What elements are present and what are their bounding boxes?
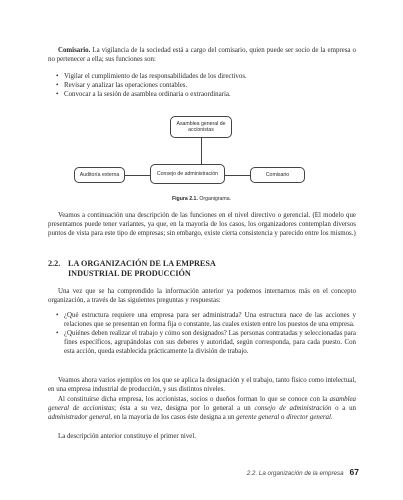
page-footer: [247, 467, 359, 477]
connector-right: [225, 175, 250, 176]
term-administrador: administrador general: [48, 414, 111, 422]
section-heading: [48, 259, 358, 278]
list-item: • Vigilar el cumplimiento de las responsabilidades de los directivos.: [56, 72, 356, 81]
term-asamblea: asamblea general de accionistas: [48, 396, 356, 413]
box-consejo: Consejo de administración: [150, 164, 225, 184]
text-run: o a un: [331, 405, 356, 413]
section-title-line2: INDUSTRIAL DE PRODUCCIÓN: [68, 268, 191, 278]
comisario-paragraph: [48, 46, 356, 64]
box-asamblea: Asamblea general de accionistas: [170, 116, 232, 138]
functions-list: [56, 72, 356, 99]
figure-caption-text: Organigrama.: [197, 196, 232, 202]
list-item: • Revisar y analizar las operaciones contables.: [56, 81, 356, 90]
paragraph-constituirse: [48, 395, 356, 422]
figure-caption: [0, 196, 403, 202]
list-item: • Convocar a la sesión de asamblea ordinaria o extraordinaria.: [56, 90, 356, 99]
list-item: • ¿Quiénes deben realizar el trabajo y cómo son designados? Las personas contratadas y seleccionadas para fines específicos, agrupándolas con sus deberes y autoridad, según corresponda, para cada puesto. Con esta acción, queda establecida prácticamente la división de trabajo.: [56, 329, 356, 356]
paragraph-primer-nivel: La descripción anterior constituye el primer nivel.: [58, 433, 196, 440]
paragraph-intro-questions: Una vez que se ha comprendido la información anterior ya podemos internarnos más en el concepto organización, a través de las siguientes preguntas y respuestas:: [48, 288, 356, 305]
term-consejo: consejo de administración: [254, 405, 332, 413]
comisario-text: La vigilancia de la sociedad está a cargo del comisario, quien puede ser socio de la empresa o no pertenecer a ella; sus funciones son:: [48, 47, 356, 64]
page-number: 67: [349, 467, 359, 477]
box-comisario: Comisario: [250, 167, 305, 183]
box-auditoria: Auditoría externa: [74, 167, 125, 183]
paragraph-veamos: Veamos a continuación una descripción de las funciones en el nivel directivo o gerencial. (El modelo que presentamos puede tener variantes, ya que, en la mayoría de los casos, los organizadores contemplan diversos puntos de vista para este tipo de empresas; sin embargo, existe cierta consistencia y parecido entre los mismos.): [48, 212, 356, 238]
section-number: 2.2.: [48, 259, 61, 268]
comisario-term: Comisario.: [58, 47, 91, 54]
term-director: director general: [286, 414, 331, 422]
connector-left: [125, 175, 150, 176]
figure-number: Figura 2.1.: [171, 196, 198, 202]
text-run: ; ésta a su vez, designa por lo general a un: [114, 405, 255, 413]
section-title-line1: LA ORGANIZACIÓN DE LA EMPRESA: [68, 259, 216, 268]
qa-list: [56, 311, 356, 356]
text-run: .: [330, 414, 333, 422]
text-run: , en la mayoría de los casos éste designa a un: [110, 414, 237, 422]
term-gerente: gerente general: [236, 414, 280, 422]
text-run: Al constituirse dicha empresa, los accionistas, socios o dueños forman lo que se conoce con la: [58, 396, 330, 403]
list-item: • ¿Qué estructura requiere una empresa para ser administrada? Una estructura nace de las acciones y relaciones que se presentan en forma fija o constante, las cuales existen entre los puestos de una empresa.: [56, 311, 356, 329]
running-title: 2.2. La organización de la empresa: [246, 470, 344, 477]
text-run: o: [279, 414, 287, 422]
paragraph-ejemplos: Veamos ahora varios ejemplos en los que se aplica la designación y el trabajo, tanto físico como intelectual, en una empresa industrial de producción, y sus distintos niveles.: [48, 377, 356, 394]
